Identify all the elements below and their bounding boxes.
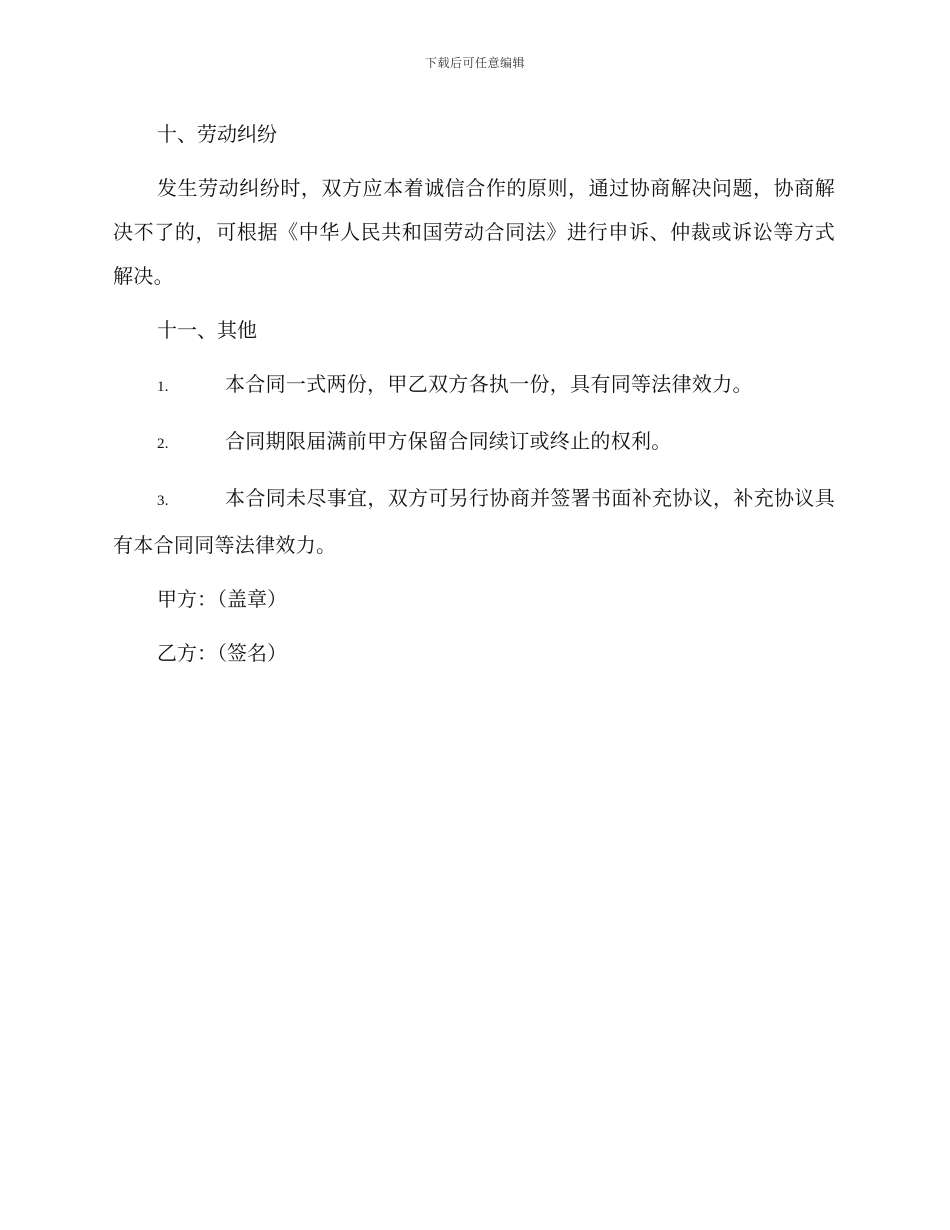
signature-party-b: 乙方：（签名） xyxy=(157,641,287,665)
list-item-text: 合同期限届满前甲方保留合同续订或终止的权利。 xyxy=(225,429,672,453)
section-heading-other: 十一、其他 xyxy=(157,318,257,342)
list-item-number: 2. xyxy=(157,436,169,452)
list-item-number: 1. xyxy=(157,379,169,395)
section-paragraph-dispute: 发生劳动纠纷时，双方应本着诚信合作的原则，通过协商解决问题，协商解决不了的，可根据《中华人民共和国劳动合同法》进行申诉、仲裁或诉讼等方式解决。 xyxy=(113,176,835,288)
list-item xyxy=(113,362,835,409)
list-item-text: 本合同未尽事宜，双方可另行协商并签署书面补充协议，补充协议具有本合同同等法律效力。 xyxy=(113,486,835,557)
header-note: 下载后可任意编辑 xyxy=(424,56,525,70)
list-item xyxy=(113,476,835,567)
list-item-number: 3. xyxy=(157,493,169,509)
list-item xyxy=(113,419,835,466)
section-heading-dispute: 十、劳动纠纷 xyxy=(157,122,277,146)
document-body xyxy=(113,112,835,685)
signature-party-a: 甲方：（盖章） xyxy=(157,587,287,611)
list-item-text: 本合同一式两份，甲乙双方各执一份，具有同等法律效力。 xyxy=(225,372,753,396)
